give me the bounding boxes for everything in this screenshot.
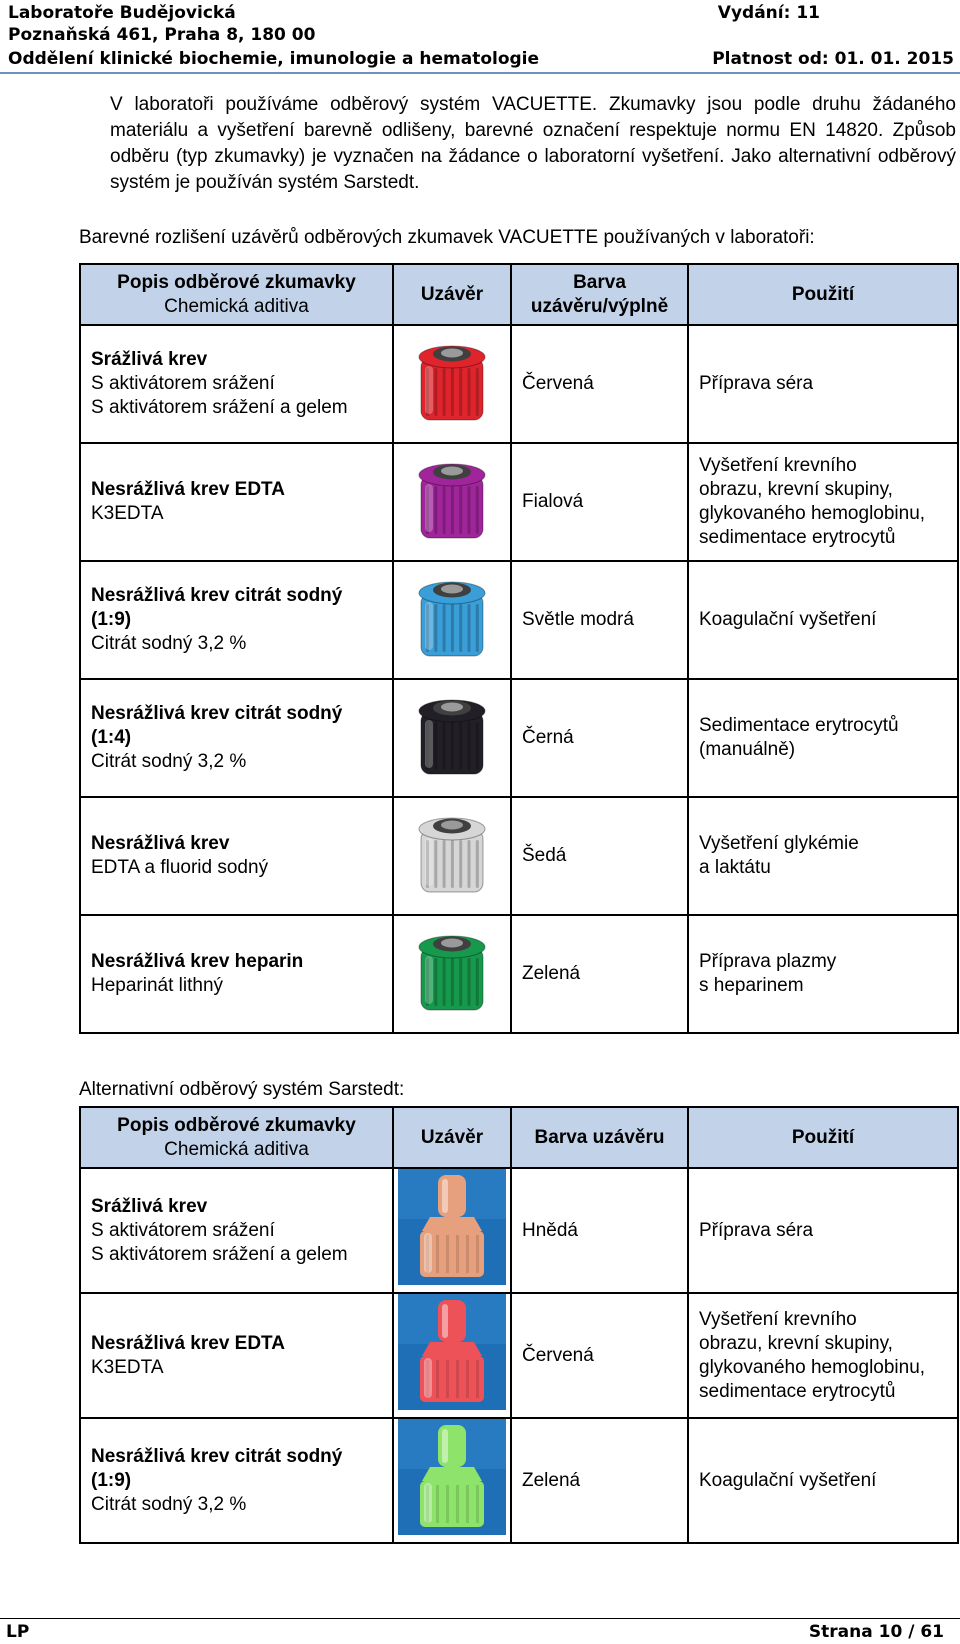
intro-paragraph: V laboratoři používáme odběrový systém VACUETTE. Zkumavky jsou podle druhu žádaného materiálu a vyšetření barevně odlišeny, barevné označení respektuje normu EN 14820. Způsob odběru (typ zkumavky) je vyznačen na žádance o laboratorní vyšetření. Jako alternativní odběrový systém je používán systém Sarstedt. (110, 94, 956, 193)
tube-title: Nesrážlivá krev citrát sodný (1:9) (91, 585, 343, 630)
tube-title: Nesrážlivá krev citrát sodný (1:4) (91, 703, 343, 748)
edition-label: Vydání: (717, 3, 791, 23)
cell-cap (393, 1168, 511, 1293)
vacuette-cap-icon (413, 690, 491, 780)
header-color-line1: Barva (573, 271, 626, 293)
tube-additive: S aktivátorem srážení (91, 1219, 275, 1241)
tube-additive: S aktivátorem srážení a gelem (91, 1243, 348, 1265)
use-line: sedimentace erytrocytů (699, 1380, 896, 1402)
table-header-row (80, 1107, 958, 1168)
table-header-row (80, 264, 958, 325)
footer-code: LP (6, 1622, 30, 1642)
cell-use (688, 325, 958, 443)
tube-title: Nesrážlivá krev heparin (91, 951, 304, 972)
sarstedt-cap-icon (398, 1294, 506, 1410)
tube-title: Nesrážlivá krev (91, 833, 230, 854)
cell-use (688, 1293, 958, 1418)
cell-use (688, 797, 958, 915)
table-row (80, 679, 958, 797)
cell-description (80, 679, 393, 797)
sarstedt-cap-icon (398, 1169, 506, 1285)
tube-title: Nesrážlivá krev EDTA (91, 1332, 285, 1354)
vacuette-cap-icon (413, 926, 491, 1016)
use-line: a laktátu (699, 857, 771, 878)
table-row (80, 443, 958, 561)
header-desc-title: Popis odběrové zkumavky (117, 271, 356, 293)
tube-additive: Heparinát lithný (91, 975, 224, 996)
cell-description (80, 443, 393, 561)
cell-cap (393, 1418, 511, 1543)
org-address: Poznaňská 461, Praha 8, 180 00 (8, 25, 316, 45)
table-row (80, 1168, 958, 1293)
use-line: (manuálně) (699, 739, 796, 760)
cell-cap (393, 1293, 511, 1418)
cell-description (80, 325, 393, 443)
use-line: Vyšetření glykémie (699, 833, 859, 854)
cell-description (80, 1168, 393, 1293)
cell-color: Červená (511, 1293, 688, 1418)
cell-cap (393, 443, 511, 561)
tube-additive: S aktivátorem srážení a gelem (91, 397, 348, 418)
use-line: glykovaného hemoglobinu, (699, 1356, 926, 1378)
edition-value: 11 (796, 3, 820, 23)
use-line: obrazu, krevní skupiny, (699, 479, 893, 500)
department-name: Oddělení klinické biochemie, imunologie a hematologie (8, 49, 540, 69)
cell-cap (393, 561, 511, 679)
validity (712, 46, 954, 72)
header-color: Barva uzávěru (511, 1107, 688, 1168)
page-value: 10 / 61 (878, 1622, 944, 1642)
tube-additive: EDTA a fluorid sodný (91, 857, 269, 878)
use-line: Vyšetření krevního (699, 1308, 857, 1330)
cell-use (688, 1168, 958, 1293)
page-number (809, 1620, 944, 1644)
tube-additive: Citrát sodný 3,2 % (91, 1493, 247, 1515)
sarstedt-cap-icon (398, 1419, 506, 1535)
cell-cap (393, 915, 511, 1033)
cell-cap (393, 325, 511, 443)
cell-description (80, 797, 393, 915)
use-line: sedimentace erytrocytů (699, 527, 896, 548)
cell-color: Hnědá (511, 1168, 688, 1293)
table1-caption: Barevné rozlišení uzávěrů odběrových zkumavek VACUETTE používaných v laboratoři: (79, 227, 815, 248)
tube-additive: Citrát sodný 3,2 % (91, 633, 247, 654)
tube-title: Srážlivá krev (91, 349, 208, 370)
header-desc-title: Popis odběrové zkumavky (117, 1114, 356, 1136)
cell-color: Světle modrá (511, 561, 688, 679)
vacuette-cap-icon (413, 572, 491, 662)
org-name: Laboratoře Budějovická (8, 3, 236, 23)
header-desc-sub: Chemická aditiva (164, 1138, 309, 1160)
use-line: Koagulační vyšetření (699, 609, 877, 630)
cell-color: Černá (511, 679, 688, 797)
header-color-line2: uzávěru/výplně (530, 295, 669, 317)
tube-additive: S aktivátorem srážení (91, 373, 275, 394)
vacuette-cap-icon (413, 336, 491, 426)
cell-description (80, 1293, 393, 1418)
header-desc-sub: Chemická aditiva (164, 295, 309, 317)
header-use: Použití (688, 1107, 958, 1168)
vacuette-cap-icon (413, 808, 491, 898)
vacuette-cap-icon (413, 454, 491, 544)
cell-color: Červená (511, 325, 688, 443)
tube-additive: K3EDTA (91, 503, 164, 524)
validity-label: Platnost od: (712, 49, 829, 69)
table-row (80, 561, 958, 679)
table-row (80, 1418, 958, 1543)
cell-use (688, 443, 958, 561)
tube-title: Nesrážlivá krev citrát sodný (1:9) (91, 1445, 343, 1491)
validity-value: 01. 01. 2015 (834, 49, 954, 69)
tube-title: Nesrážlivá krev EDTA (91, 479, 285, 500)
cell-color: Fialová (511, 443, 688, 561)
cell-description (80, 561, 393, 679)
page-label: Strana (808, 1622, 873, 1642)
table-row (80, 1293, 958, 1418)
header-rule (0, 72, 960, 74)
header-color (511, 264, 688, 325)
cell-color: Šedá (511, 797, 688, 915)
cell-use (688, 679, 958, 797)
use-line: s heparinem (699, 975, 804, 996)
cell-description (80, 1418, 393, 1543)
use-line: Příprava séra (699, 1219, 814, 1241)
cell-color: Zelená (511, 1418, 688, 1543)
header-cap: Uzávěr (393, 264, 511, 325)
header-desc (80, 264, 393, 325)
document-header (0, 0, 960, 80)
header-use: Použití (688, 264, 958, 325)
vacuette-cap-table (79, 263, 959, 1034)
header-cap: Uzávěr (393, 1107, 511, 1168)
table2-caption: Alternativní odběrový systém Sarstedt: (79, 1079, 405, 1100)
cell-use (688, 1418, 958, 1543)
cell-description (80, 915, 393, 1033)
cell-use (688, 561, 958, 679)
use-line: Vyšetření krevního (699, 455, 857, 476)
tube-additive: K3EDTA (91, 1356, 164, 1378)
header-desc (80, 1107, 393, 1168)
cell-use (688, 915, 958, 1033)
use-line: Koagulační vyšetření (699, 1469, 877, 1491)
tube-additive: Citrát sodný 3,2 % (91, 751, 247, 772)
use-line: Příprava séra (699, 373, 814, 394)
use-line: obrazu, krevní skupiny, (699, 1332, 893, 1354)
tube-title: Srážlivá krev (91, 1195, 208, 1217)
use-line: Sedimentace erytrocytů (699, 715, 899, 736)
table-row (80, 797, 958, 915)
table-row (80, 325, 958, 443)
footer-rule (0, 1618, 960, 1619)
use-line: Příprava plazmy (699, 951, 837, 972)
cell-color: Zelená (511, 915, 688, 1033)
cell-cap (393, 679, 511, 797)
use-line: glykovaného hemoglobinu, (699, 503, 926, 524)
cell-cap (393, 797, 511, 915)
sarstedt-cap-table (79, 1106, 959, 1544)
table-row (80, 915, 958, 1033)
